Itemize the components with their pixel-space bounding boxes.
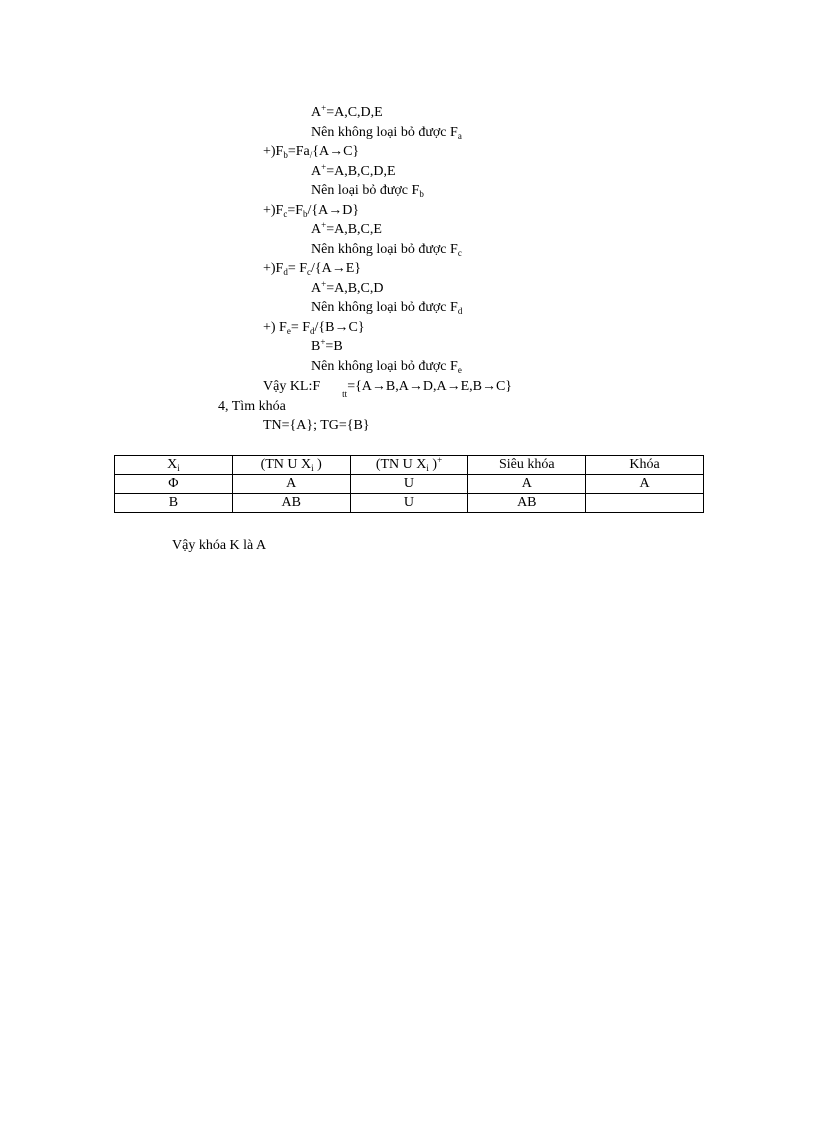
table-cell: A [232, 475, 350, 494]
table-cell [586, 494, 704, 513]
verdict-line: Nên không loại bỏ được $F_c$ [311, 241, 462, 258]
header-cell: Khóa [586, 456, 704, 475]
verdict-line: Nên loại bỏ được $F_b$ [311, 183, 424, 199]
table-cell: U [350, 494, 468, 513]
closure-line: A+=A,C,D,E [311, 103, 383, 120]
table-row [115, 475, 704, 494]
section-title: 4, Tìm khóa [218, 399, 286, 414]
conclusion-line [263, 378, 513, 399]
closure-line: A+=A,B,C,D [311, 278, 384, 296]
table-cell: A [468, 475, 586, 494]
header-cell: Siêu khóa [468, 456, 586, 475]
reduction-step: $+)F_b=Fa_/\{A\to C\}$ [263, 144, 360, 160]
closure-line: A+=A,B,C,E [311, 220, 382, 237]
closure-line: A+=A,B,C,D,E [311, 161, 396, 179]
closure-line: B+=B [311, 337, 343, 354]
key-table [114, 455, 704, 513]
table-cell: AB [232, 494, 350, 513]
table-cell: U [350, 475, 468, 494]
table-row [115, 494, 704, 513]
conclusion-sub: tt [342, 389, 348, 399]
table-cell: Φ [115, 475, 233, 494]
reduction-step: $+)F_d= F_c/\{A\to E\}$ [263, 261, 362, 277]
reduction-step: $+)F_c=F_b/\{A\to D\}$ [263, 202, 360, 219]
verdict-line: Nên không loại bỏ được $F_a$ [311, 124, 462, 141]
conclusion-value: ={A→B,A→D,A→E,B→C} [347, 379, 513, 394]
header-cell: (TN U $X_i$ )+ [350, 456, 468, 475]
header-cell: $X_i$ [115, 456, 233, 475]
table-cell: AB [468, 494, 586, 513]
conclusion-label: Vậy KL:F [263, 379, 321, 394]
table-cell: A [586, 475, 704, 494]
tn-tg-line: TN={A}; TG={B} [263, 418, 370, 433]
table-header-row [115, 456, 704, 475]
verdict-line: Nên không loại bỏ được $F_e$ [311, 358, 462, 375]
header-cell: (TN U $X_i$ ) [232, 456, 350, 475]
table-cell: B [115, 494, 233, 513]
final-conclusion: Vậy khóa K là A [172, 538, 267, 553]
verdict-line: Nên không loại bỏ được $F_d$ [311, 300, 463, 316]
reduction-step: +) $F_e= F_d/\{B\to C\}$ [263, 319, 365, 336]
